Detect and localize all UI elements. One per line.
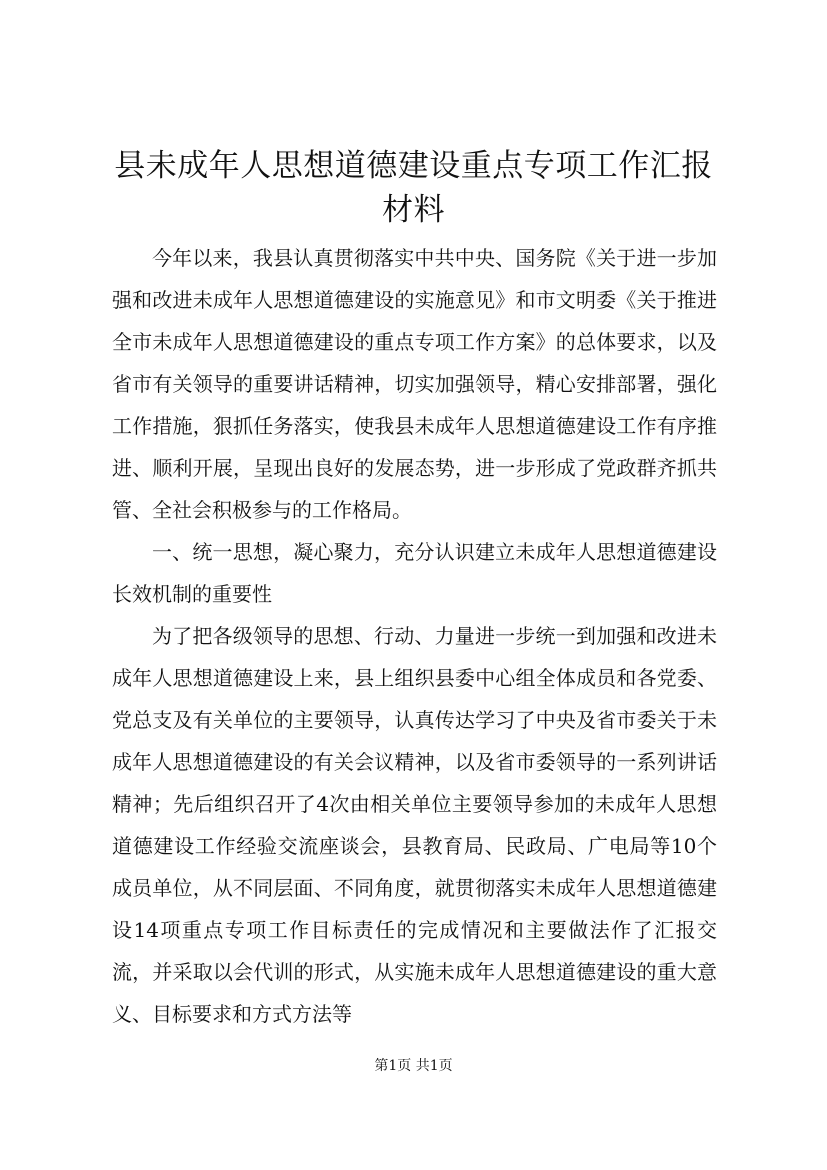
document-body	[112, 237, 717, 1035]
page-footer: 第1页 共1页	[374, 1058, 453, 1074]
paragraph-intro: 今年以来，我县认真贯彻落实中共中央、国务院《关于进一步加强和改进未成年人思想道德建设的实施意见》和市文明委《关于推进全市未成年人思想道德建设的重点专项工作方案》的总体要求，以及省市有关领导的重要讲话精神，切实加强领导，精心安排部署，强化工作措施，狠抓任务落实，使我县未成年人思想道德建设工作有序推进、顺利开展，呈现出良好的发展态势，进一步形成了党政群齐抓共管、全社会积极参与的工作格局。	[112, 246, 717, 522]
document-title: 县未成年人思想道德建设重点专项工作汇报材料	[114, 148, 713, 228]
paragraph-section-1: 为了把各级领导的思想、行动、力量进一步统一到加强和改进未成年人思想道德建设上来，县上组织县委中心组全体成员和各党委、党总支及有关单位的主要领导，认真传达学习了中央及省市委关于未成年人思想道德建设的有关会议精神，以及省市委领导的一系列讲话精神；先后组织召开了4次由相关单位主要领导参加的未成年人思想道德建设工作经验交流座谈会，县教育局、民政局、广电局等10个成员单位，从不同层面、不同角度，就贯彻落实未成年人思想道德建设14项重点专项工作目标责任的完成情况和主要做法作了汇报交流，并采取以会代训的形式，从实施未成年人思想道德建设的重大意义、目标要求和方式方法等	[112, 624, 717, 1026]
section-heading-1: 一、统一思想，凝心聚力，充分认识建立未成年人思想道德建设长效机制的重要性	[112, 540, 717, 606]
